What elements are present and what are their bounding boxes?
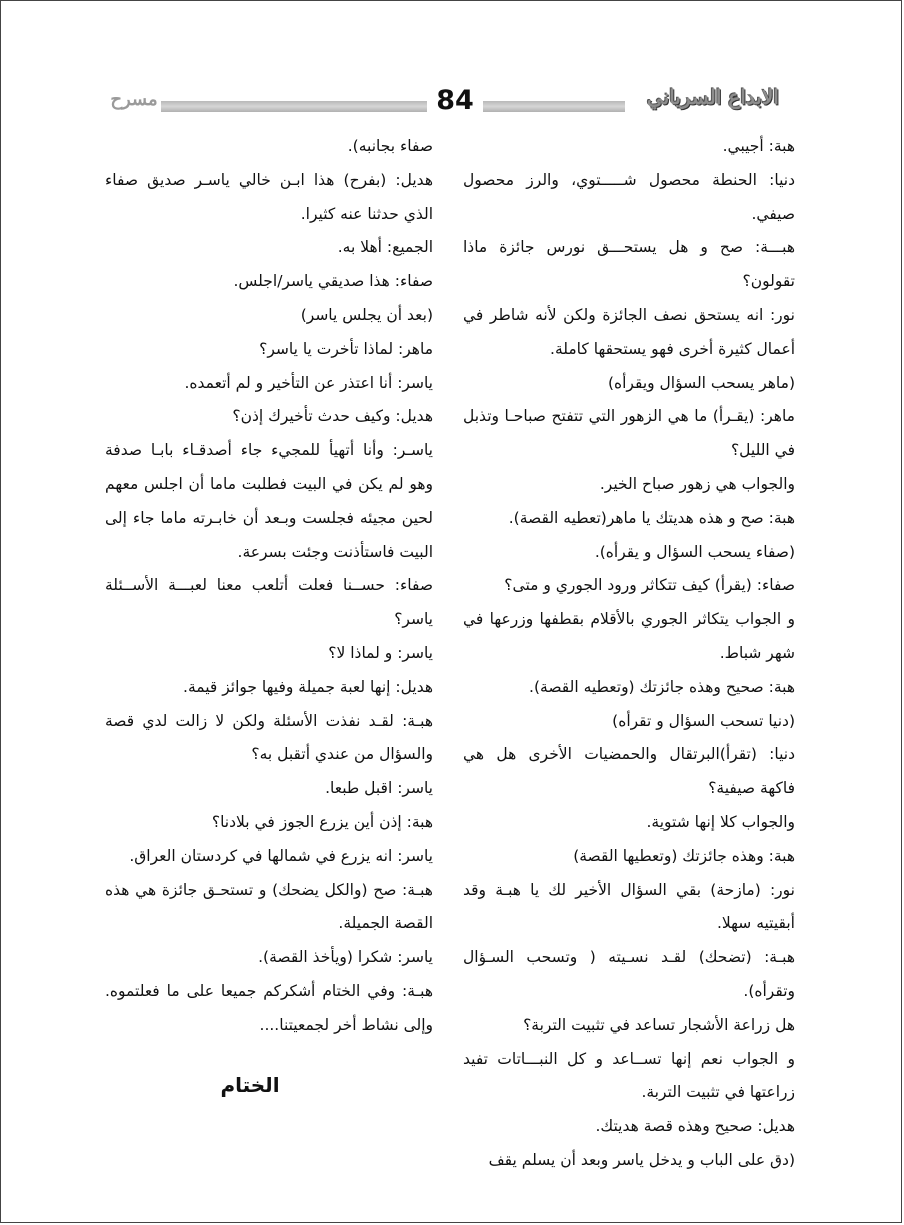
dialogue-line: و الجواب يتكاثر الجوري بالأقلام بقطفها وزرعها في شهر شباط. [463,610,795,662]
dialogue-line: دنيا: الحنطة محصول شـــــتوي، والرز محصول صيفي. [463,170,795,223]
dialogue-line: ياسـر: وأنا أتهيأ للمجيء جاء أصدقـاء بابـا صدفة وهو لم يكن في البيت فطلبت ماما أن اجلس معهم لحين مجيئه فجلست وبـعد أن خابـرته ماما جاء إلى البيت فاستأذنت وجئت بسرعة. [105,441,433,561]
dialogue-line: صفاء: هذا صديقي ياسر/اجلس. [233,272,433,291]
dialogue-line: هبـــة: صح و هل يستحـــق نورس جائزة ماذا تقولون؟ [463,238,795,291]
header-bar-left [161,101,427,112]
stage-direction: (صفاء يسحب السؤال و يقرأه). [594,542,795,561]
dialogue-line: هبـة: وفي الختام أشكركم جميعا على ما فعلتموه. وإلى نشاط أخر لجمعيتنا.... [105,981,433,1034]
left-column [105,130,433,1043]
dialogue-line: هديل: إنها لعبة جميلة وفيها جوائز قيمة. [183,677,433,696]
stage-direction: (دنيا تسحب السؤال و تقرأه) [612,711,795,730]
page-number: 84 [436,85,474,116]
dialogue-line: ياسر: أنا اعتذر عن التأخير و لم أتعمده. [184,373,433,392]
dialogue-line: هبة: إذن أين يزرع الجوز في بلادنا؟ [211,812,433,831]
dialogue-line: هبـة: لقـد نفذت الأسئلة ولكن لا زالت لدي قصة والسؤال من عندي أتقبل به؟ [105,711,433,764]
page-header [1,87,904,127]
dialogue-line: ياسر: اقبل طبعا. [325,779,433,798]
dialogue-line: صفاء: (يقرأ) كيف تتكاثر ورود الجوري و متى؟ [504,576,795,595]
dialogue-line: دنيا: (تقرأ)البرتقال والحمضيات الأخرى هل هي فاكهة صيفية؟ [463,745,795,798]
right-column [463,130,795,1178]
closing-heading: الختام [220,1073,280,1097]
dialogue-line: صفاء: حســنا فعلت أتلعب معنا لعبـــة الأســئلة ياسر؟ [105,576,433,629]
header-bar-right [483,101,625,112]
dialogue-line: نور: (مازحة) بقي السؤال الأخير لك يا هبـة وقد أبقيتيه سهلا. [463,880,795,933]
dialogue-line: ماهر: (يقـرأ) ما هي الزهور التي تتفتح صباحـا وتذبل في الليل؟ [463,407,795,460]
dialogue-line: الجميع: أهلا به. [337,238,433,257]
dialogue-line: ياسر: و لماذا لا؟ [328,643,433,662]
dialogue-line: والجواب هي زهور صباح الخير. [599,474,795,493]
dialogue-line: ياسر: شكرا (ويأخذ القصة). [258,948,433,967]
dialogue-line: ماهر: لماذا تأخرت يا ياسر؟ [259,339,433,358]
dialogue-line: هديل: (بفرح) هذا ابـن خالي ياسـر صديق صفاء الذي حدثنا عنه كثيرا. [105,170,433,223]
dialogue-line: هل زراعة الأشجار تساعد في تثبيت التربة؟ [523,1015,795,1034]
dialogue-line: ياسر: انه يزرع في شمالها في كردستان العراق. [129,846,433,865]
stage-direction: (بعد أن يجلس ياسر) [300,305,433,324]
dialogue-line: هبة: أجيبي. [722,137,795,155]
dialogue-line: هبـة: (تضحك) لقـد نسـيته ( وتسحب السـؤال وتقرأه). [463,948,795,1000]
dialogue-line: هبـة: صح (والكل يضحك) و تستحـق جائزة هي هذه القصة الجميلة. [105,880,433,933]
dialogue-line: نور: انه يستحق نصف الجائزة ولكن لأنه شاطر في أعمال كثيرة أخرى فهو يستحقها كاملة. [463,305,795,358]
dialogue-line: هديل: وكيف حدث تأخيرك إذن؟ [232,407,433,426]
dialogue-line: هبة: وهذه جائزتك (وتعطيها القصة) [573,846,795,865]
dialogue-line: هبة: صحيح وهذه جائزتك (وتعطيه القصة). [529,677,795,696]
magazine-title: الابداع السرياني [647,85,779,109]
dialogue-line: و الجواب نعم إنها تســاعد و كل النبـــاتات تفيد زراعتها في تثبيت التربة. [463,1049,795,1102]
stage-direction: (ماهر يسحب السؤال ويقرأه) [607,373,795,392]
dialogue-line: والجواب كلا إنها شتوية. [646,812,795,831]
dialogue-line: هبة: صح و هذه هديتك يا ماهر(تعطيه القصة). [508,508,795,527]
dialogue-line: هديل: صحيح وهذه قصة هديتك. [595,1117,795,1136]
stage-direction: (دق على الباب و يدخل ياسر وبعد أن يسلم يقف [488,1150,795,1169]
section-name: مسرح [110,89,158,110]
stage-direction: صفاء بجانبه). [347,137,433,155]
